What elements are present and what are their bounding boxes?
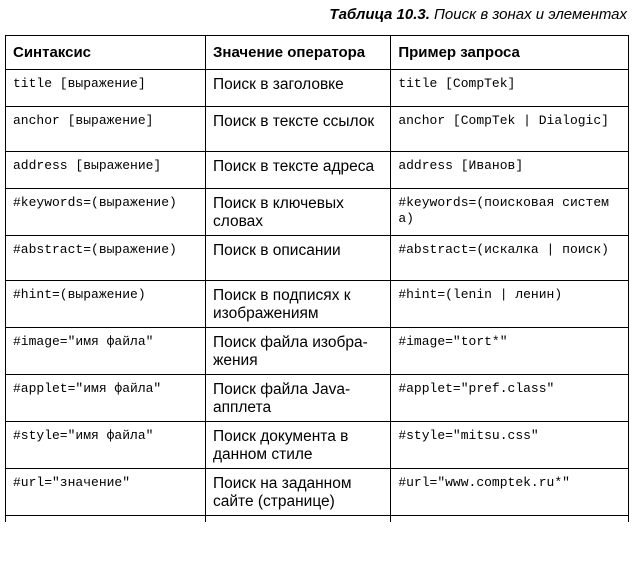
- cell-example: title [CompTek]: [391, 70, 629, 107]
- cell-example: address [Иванов]: [391, 152, 629, 189]
- table-row: [6, 328, 629, 375]
- cell-example: #style="mitsu.css": [391, 422, 629, 469]
- cell-meaning: Поиск в описании: [205, 236, 390, 281]
- cell-meaning: Поиск на заданном сайте (странице): [205, 469, 390, 516]
- cell-empty: [391, 516, 629, 523]
- cell-meaning: Поиск в тексте ссылок: [205, 107, 390, 152]
- cell-syntax: #hint=(выражение): [6, 281, 206, 328]
- cell-syntax: anchor [выражение]: [6, 107, 206, 152]
- cell-syntax: #keywords=(выражение): [6, 189, 206, 236]
- table-row: [6, 236, 629, 281]
- cell-syntax: #applet="имя файла": [6, 375, 206, 422]
- table-row: [6, 107, 629, 152]
- operators-table: [5, 35, 629, 522]
- cell-meaning: Поиск в заголовке: [205, 70, 390, 107]
- table-caption-title: Поиск в зонах и элементах: [434, 6, 627, 23]
- header-meaning: Значение оператора: [205, 36, 390, 70]
- cell-meaning: Поиск файла изобра-жения: [205, 328, 390, 375]
- cell-example: anchor [CompTek | Dialogic]: [391, 107, 629, 152]
- header-syntax: Синтаксис: [6, 36, 206, 70]
- cell-meaning: Поиск в подписях к изображениям: [205, 281, 390, 328]
- cell-example: #hint=(lenin | ленин): [391, 281, 629, 328]
- cell-example: #image="tort*": [391, 328, 629, 375]
- table-row: [6, 189, 629, 236]
- cell-syntax: #image="имя файла": [6, 328, 206, 375]
- cell-empty: [6, 516, 206, 523]
- cell-example: #url="www.comptek.ru*": [391, 469, 629, 516]
- cell-empty: [205, 516, 390, 523]
- table-row: [6, 281, 629, 328]
- cell-syntax: #url="значение": [6, 469, 206, 516]
- cell-syntax: #style="имя файла": [6, 422, 206, 469]
- cell-syntax: title [выражение]: [6, 70, 206, 107]
- cell-syntax: address [выражение]: [6, 152, 206, 189]
- cell-meaning: Поиск файла Java-апплета: [205, 375, 390, 422]
- table-row: [6, 70, 629, 107]
- header-example: Пример запроса: [391, 36, 629, 70]
- table-row: [6, 152, 629, 189]
- table-row: [6, 469, 629, 516]
- cell-example: #applet="pref.class": [391, 375, 629, 422]
- cell-meaning: Поиск в ключевых словах: [205, 189, 390, 236]
- cell-example: #abstract=(искалка | поиск): [391, 236, 629, 281]
- table-row: [6, 375, 629, 422]
- table-caption-number: Таблица 10.3.: [329, 6, 430, 23]
- cell-meaning: Поиск документа в данном стиле: [205, 422, 390, 469]
- cell-syntax: #abstract=(выражение): [6, 236, 206, 281]
- cell-example: #keywords=(поисковая система): [391, 189, 629, 236]
- table-row-cut: [6, 516, 629, 523]
- cell-meaning: Поиск в тексте адреса: [205, 152, 390, 189]
- table-header-row: [6, 36, 629, 70]
- table-caption: [329, 6, 627, 23]
- table-row: [6, 422, 629, 469]
